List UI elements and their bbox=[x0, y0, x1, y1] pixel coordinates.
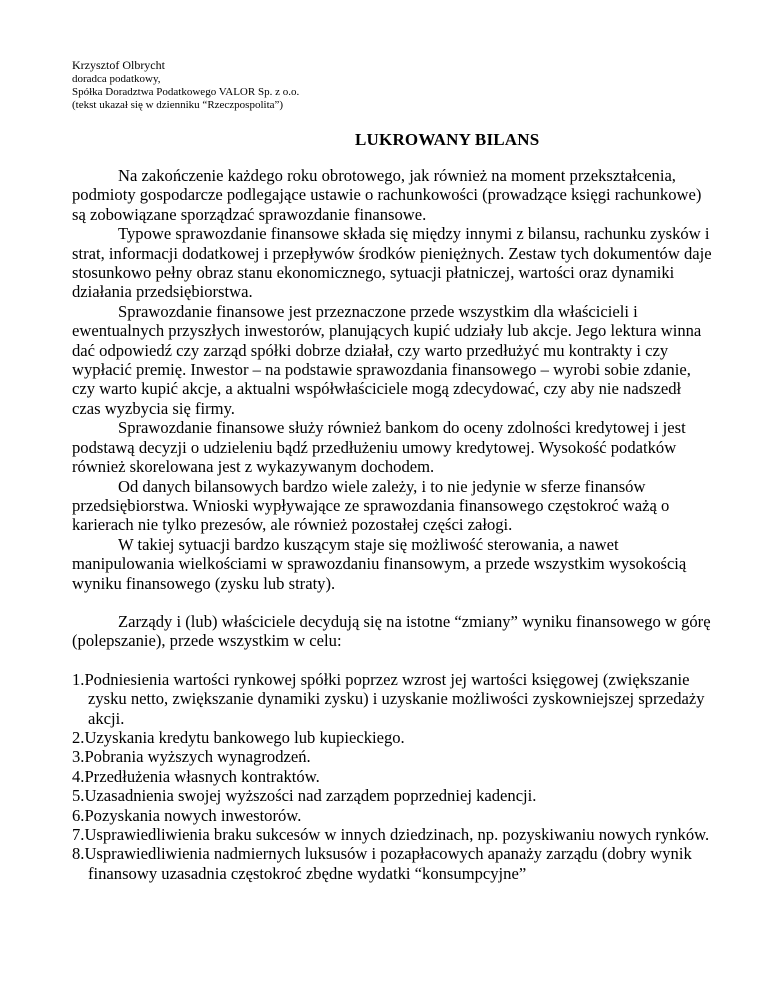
list-item: 3.Pobrania wyższych wynagrodzeń. bbox=[72, 747, 311, 767]
author-company: Spółka Doradztwa Podatkowego VALOR Sp. z o.o. bbox=[72, 86, 300, 98]
publication-note: (tekst ukazał się w dzienniku “Rzeczpospolita”) bbox=[72, 99, 284, 111]
paragraph-spacer bbox=[72, 651, 712, 670]
author-name: Krzysztof Olbrycht bbox=[72, 58, 165, 72]
author-role: doradca podatkowy, bbox=[72, 73, 161, 85]
paragraph: Sprawozdanie finansowe jest przeznaczone przede wszystkim dla właścicieli i ewentualnych przyszłych inwestorów, planujących kupić udziały lub akcje. Jego lektura winna dać odpowiedź czy zarząd spółki dobrze działał, czy warto przedłużyć mu kontrakty i czy wypłacić premię. Inwestor – na podstawie sprawozdania finansowego – wyrobi sobie zdanie, czy warto kupić akcje, a aktualni współwłaściciele mogą zdecydować, czy aby nie nadszedł czas wyzbycia się firmy. bbox=[72, 301, 702, 418]
list-item: 4.Przedłużenia własnych kontraktów. bbox=[72, 766, 320, 786]
list-item: 6.Pozyskania nowych inwestorów. bbox=[72, 805, 302, 825]
document-title: LUKROWANY BILANS bbox=[355, 130, 540, 149]
paragraph: W takiej sytuacji bardzo kuszącym staje się możliwość sterowania, a nawet manipulowania wielkościami w sprawozdaniu finansowym, a przede wszystkim wysokością wyniku finansowego (zysku lub straty). bbox=[72, 534, 687, 593]
document-body bbox=[72, 166, 712, 883]
list-item: 7.Usprawiedliwienia braku sukcesów w innych dziedzinach, np. pozyskiwaniu nowych rynków. bbox=[72, 825, 710, 844]
author-block bbox=[72, 58, 299, 112]
list-item: 2.Uzyskania kredytu bankowego lub kupieckiego. bbox=[72, 727, 405, 747]
paragraph: Sprawozdanie finansowe służy również bankom do oceny zdolności kredytowej i jest podstawą decyzji o udzieleniu bądź przedłużeniu umowy kredytowej. Wysokość podatków również skorelowana jest z wykazywanym dochodem. bbox=[72, 418, 686, 477]
paragraph: Od danych bilansowych bardzo wiele zależy, i to nie jedynie w sferze finansów przedsiębiorstwa. Wnioski wypływające ze sprawozdania finansowego częstokroć ważą o karierach nie tylko prezesów, ale również pozostałej części załogi. bbox=[72, 476, 670, 535]
paragraph-spacer bbox=[72, 593, 712, 612]
paragraph: Na zakończenie każdego roku obrotowego, jak również na moment przekształcenia, podmioty gospodarcze podlegające ustawie o rachunkowości (prowadzące księgi rachunkowe) są zobowiązane sporządzać sprawozdanie finansowe. bbox=[72, 166, 702, 224]
list-item: 8.Usprawiedliwienia nadmiernych luksusów i pozapłacowych apanaży zarządu (dobry wynik finansowy uzasadnia częstokroć zbędne wydatki “konsumpcyjne” bbox=[72, 844, 692, 883]
intro-paragraph: Zarządy i (lub) właściciele decydują się na istotne “zmiany” wyniku finansowego w górę (polepszanie), przede wszystkim w celu: bbox=[72, 611, 711, 651]
list-item: 5.Uzasadnienia swojej wyższości nad zarządem poprzedniej kadencji. bbox=[72, 786, 537, 806]
list-item: 1.Podniesienia wartości rynkowej spółki poprzez wzrost jej wartości księgowej (zwiększanie zysku netto, zwiększanie dynamiki zysku) i uzyskanie możliwości zyskowniejszej sprzedaży akcji. bbox=[72, 669, 705, 728]
paragraph: Typowe sprawozdanie finansowe składa się między innymi z bilansu, rachunku zysków i strat, informacji dodatkowej i przepływów środków pieniężnych. Zestaw tych dokumentów daje stosunkowo pełny obraz stanu ekonomicznego, sytuacji płatniczej, wartości oraz dynamiki działania przedsiębiorstwa. bbox=[72, 224, 712, 302]
